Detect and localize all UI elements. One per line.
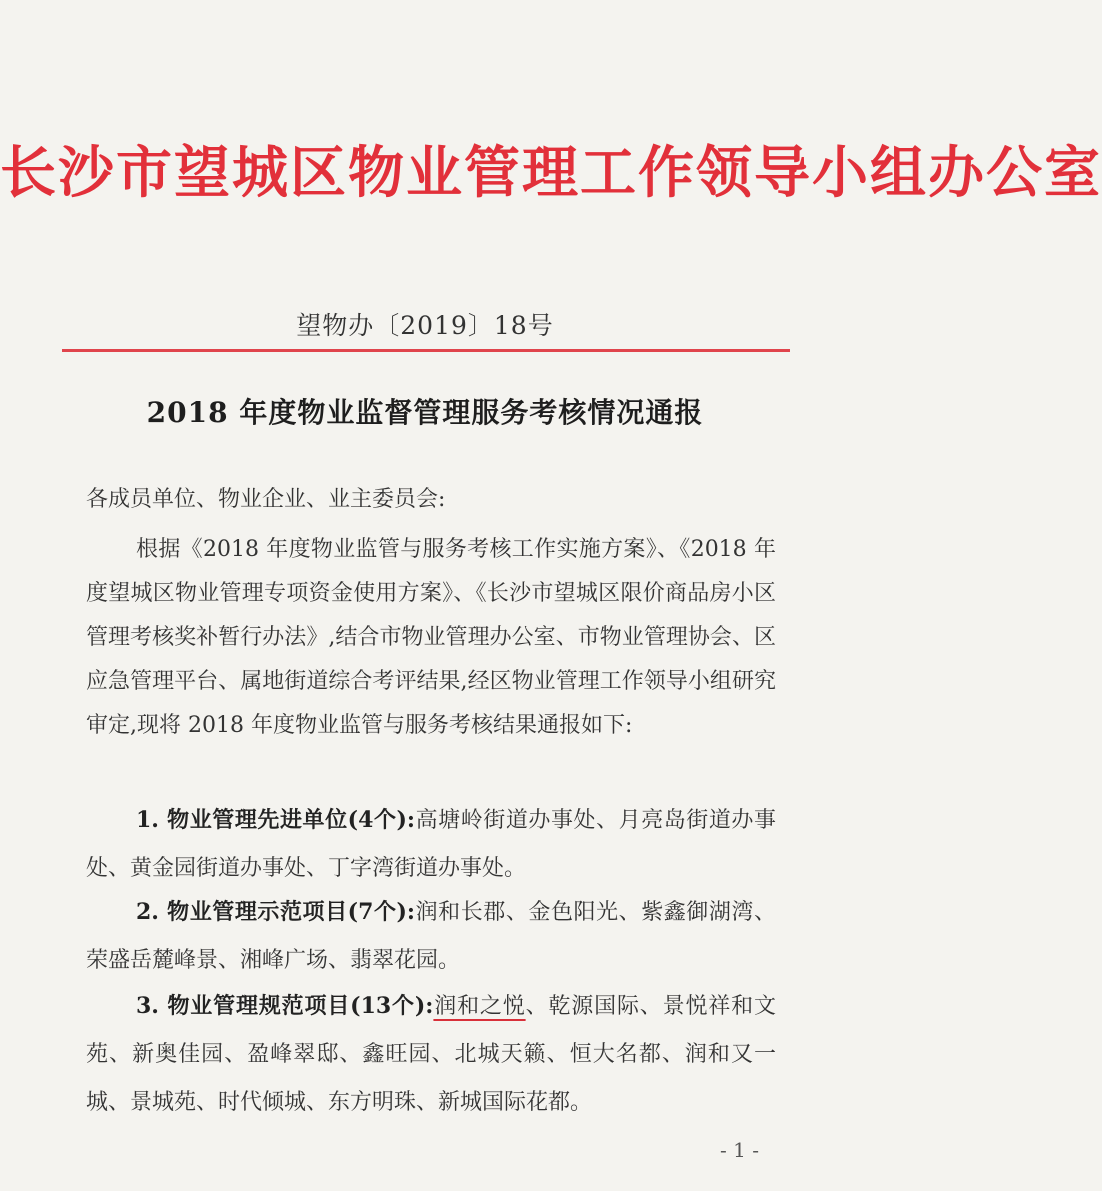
item-heading: 3. 物业管理规范项目(13个):: [136, 993, 434, 1019]
list-item-standard-projects: [86, 982, 776, 1127]
list-item-demo-projects: [86, 888, 776, 985]
document-number: 望物办〔2019〕18号: [296, 311, 554, 340]
item-content: 高塘岭街道办事处、月亮岛街道办事处、黄金园街道办事处、丁字湾街道办事处。: [86, 808, 776, 881]
item-heading: 2. 物业管理示范项目(7个):: [136, 899, 416, 925]
red-divider-line: [62, 349, 790, 352]
list-item-advanced-units: [86, 796, 776, 893]
salutation: 各成员单位、物业企业、业主委员会:: [86, 487, 446, 512]
page-number: - 1 -: [720, 1138, 759, 1162]
notice-title: 2018 年度物业监督管理服务考核情况通报: [146, 396, 704, 429]
item-content: 润和长郡、金色阳光、紫鑫御湖湾、荣盛岳麓峰景、湘峰广场、翡翠花园。: [86, 900, 776, 973]
item-content: 、乾源国际、景悦祥和文苑、新奥佳园、盈峰翠邸、鑫旺园、北城天籁、恒大名都、润和又一城、景城苑、时代倾城、东方明珠、新城国际花都。: [86, 994, 776, 1115]
issuing-office-title: 长沙市望城区物业管理工作领导小组办公室: [0, 140, 1102, 206]
body-paragraph: 根据《2018 年度物业监管与服务考核工作实施方案》、《2018 年度望城区物业管理专项资金使用方案》、《长沙市望城区限价商品房小区管理考核奖补暂行办法》,结合市物业管理办公室、市物业管理协会、区应急管理平台、属地街道综合考评结果,经区物业管理工作领导小组研究审定,现将 2018 年度物业监管与服务考核结果通报如下:: [86, 537, 776, 738]
item-heading: 1. 物业管理先进单位(4个):: [136, 807, 416, 833]
highlighted-project: 润和之悦: [433, 994, 526, 1019]
